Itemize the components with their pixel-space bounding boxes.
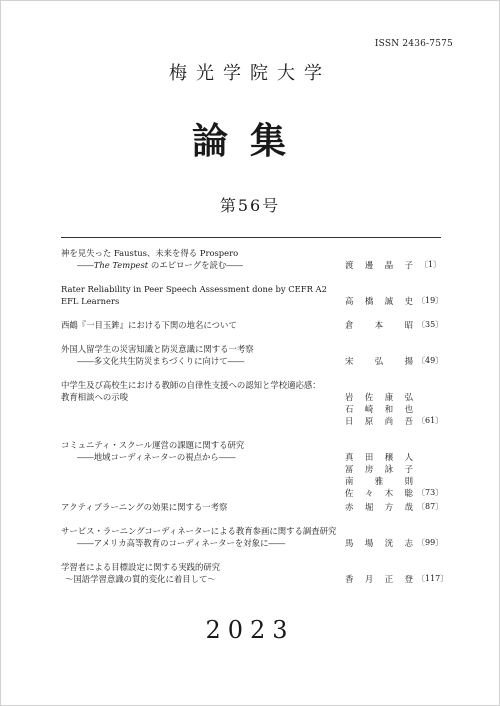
entry-authors: 岩佐康弘 石崎和也 日原尚吾 — [345, 392, 413, 426]
divider-rule — [61, 237, 441, 238]
entry-page: 〔49〕 — [417, 356, 444, 365]
university-name: 梅光学院大学 — [169, 63, 331, 84]
toc-entry — [61, 501, 444, 525]
toc-entry — [61, 247, 441, 283]
entry-page: 〔117〕 — [417, 574, 449, 583]
entry-authors: 高橋誠史 — [345, 296, 413, 306]
entry-authors: 真田穣人 冨房詠子 南雅則 佐々木聡 — [345, 452, 413, 498]
entry-subtitle: 〜国語学習意識の質的変化に着目して〜 — [65, 574, 216, 584]
entry-authors: 香月正登 — [345, 574, 413, 584]
entry-authors: 馬場洸志 — [345, 538, 413, 548]
entry-title-block — [61, 247, 326, 271]
entry-title: 外国人留学生の災害知識と防災意識に関する一考察 — [61, 344, 254, 354]
entry-page: 〔73〕 — [417, 488, 444, 497]
entry-page: 〔35〕 — [417, 320, 444, 329]
entry-subtitle: ――多文化共生防災まちづくりに向けて―― — [77, 356, 245, 366]
entry-authors: 赤堀方哉 — [345, 502, 413, 512]
entry-page: 〔19〕 — [417, 296, 444, 305]
entry-authors: 渡邊晶子 — [345, 260, 413, 270]
entry-title-block — [61, 561, 326, 585]
entry-title-block — [61, 439, 326, 463]
entry-subtitle: ――地域コーディネーターの視点から―― — [77, 452, 236, 462]
entry-title-block — [61, 501, 326, 513]
issue-number: 第56号 — [219, 196, 281, 215]
entry-page: 〔87〕 — [417, 502, 444, 511]
entry-title: コミュニティ・スクール運営の課題に関する研究 — [61, 440, 245, 450]
entry-title-line2: 教育相談への示唆 — [61, 392, 128, 402]
entry-title-block — [61, 283, 351, 307]
entry-title: サービス・ラーニングコーディネーターによる教育参画に関する調査研究 — [61, 526, 337, 536]
toc-entry — [61, 439, 444, 501]
entry-title-block — [61, 343, 326, 367]
toc-entry — [61, 379, 444, 439]
toc-entry — [61, 283, 444, 319]
entry-title: 中学生及び高校生における教師の自律性支援への認知と学校適応感： — [61, 380, 321, 390]
entry-subtitle: ――The Tempest のエピローグを読む―― — [77, 260, 243, 270]
publication-year: 2023 — [205, 616, 295, 644]
entry-subtitle: ――アメリカ高等教育のコーディネーターを対象に―― — [77, 538, 286, 548]
issn-number: ISSN 2436-7575 — [374, 39, 453, 49]
entry-title: 神を見失った Faustus、未来を得る Prospero — [61, 248, 239, 258]
entry-title-block — [61, 525, 346, 549]
toc-entry — [61, 319, 444, 343]
entry-title: アクティブラーニングの効果に関する一考察 — [61, 502, 228, 512]
entry-authors: 倉本昭 — [345, 320, 413, 330]
entry-authors: 宋弘揚 — [345, 356, 413, 366]
journal-title: 論集 — [191, 120, 308, 162]
entry-title: Rater Reliability in Peer Speech Assessment done by CEFR A2 — [61, 284, 327, 294]
table-of-contents — [61, 247, 449, 597]
entry-title: 学習者による目標設定に関する実践的研究 — [61, 562, 221, 572]
entry-page: 〔61〕 — [417, 416, 444, 425]
entry-title-block — [61, 379, 336, 403]
toc-entry — [61, 343, 444, 379]
toc-entry — [61, 525, 444, 561]
entry-page: 〔1〕 — [419, 260, 441, 269]
entry-title: 西鶴『一目玉鉾』における下関の地名について — [61, 320, 237, 330]
entry-title-line2: EFL Learners — [61, 296, 120, 306]
entry-page: 〔99〕 — [417, 538, 444, 547]
toc-entry — [61, 561, 449, 597]
entry-title-block — [61, 319, 326, 331]
